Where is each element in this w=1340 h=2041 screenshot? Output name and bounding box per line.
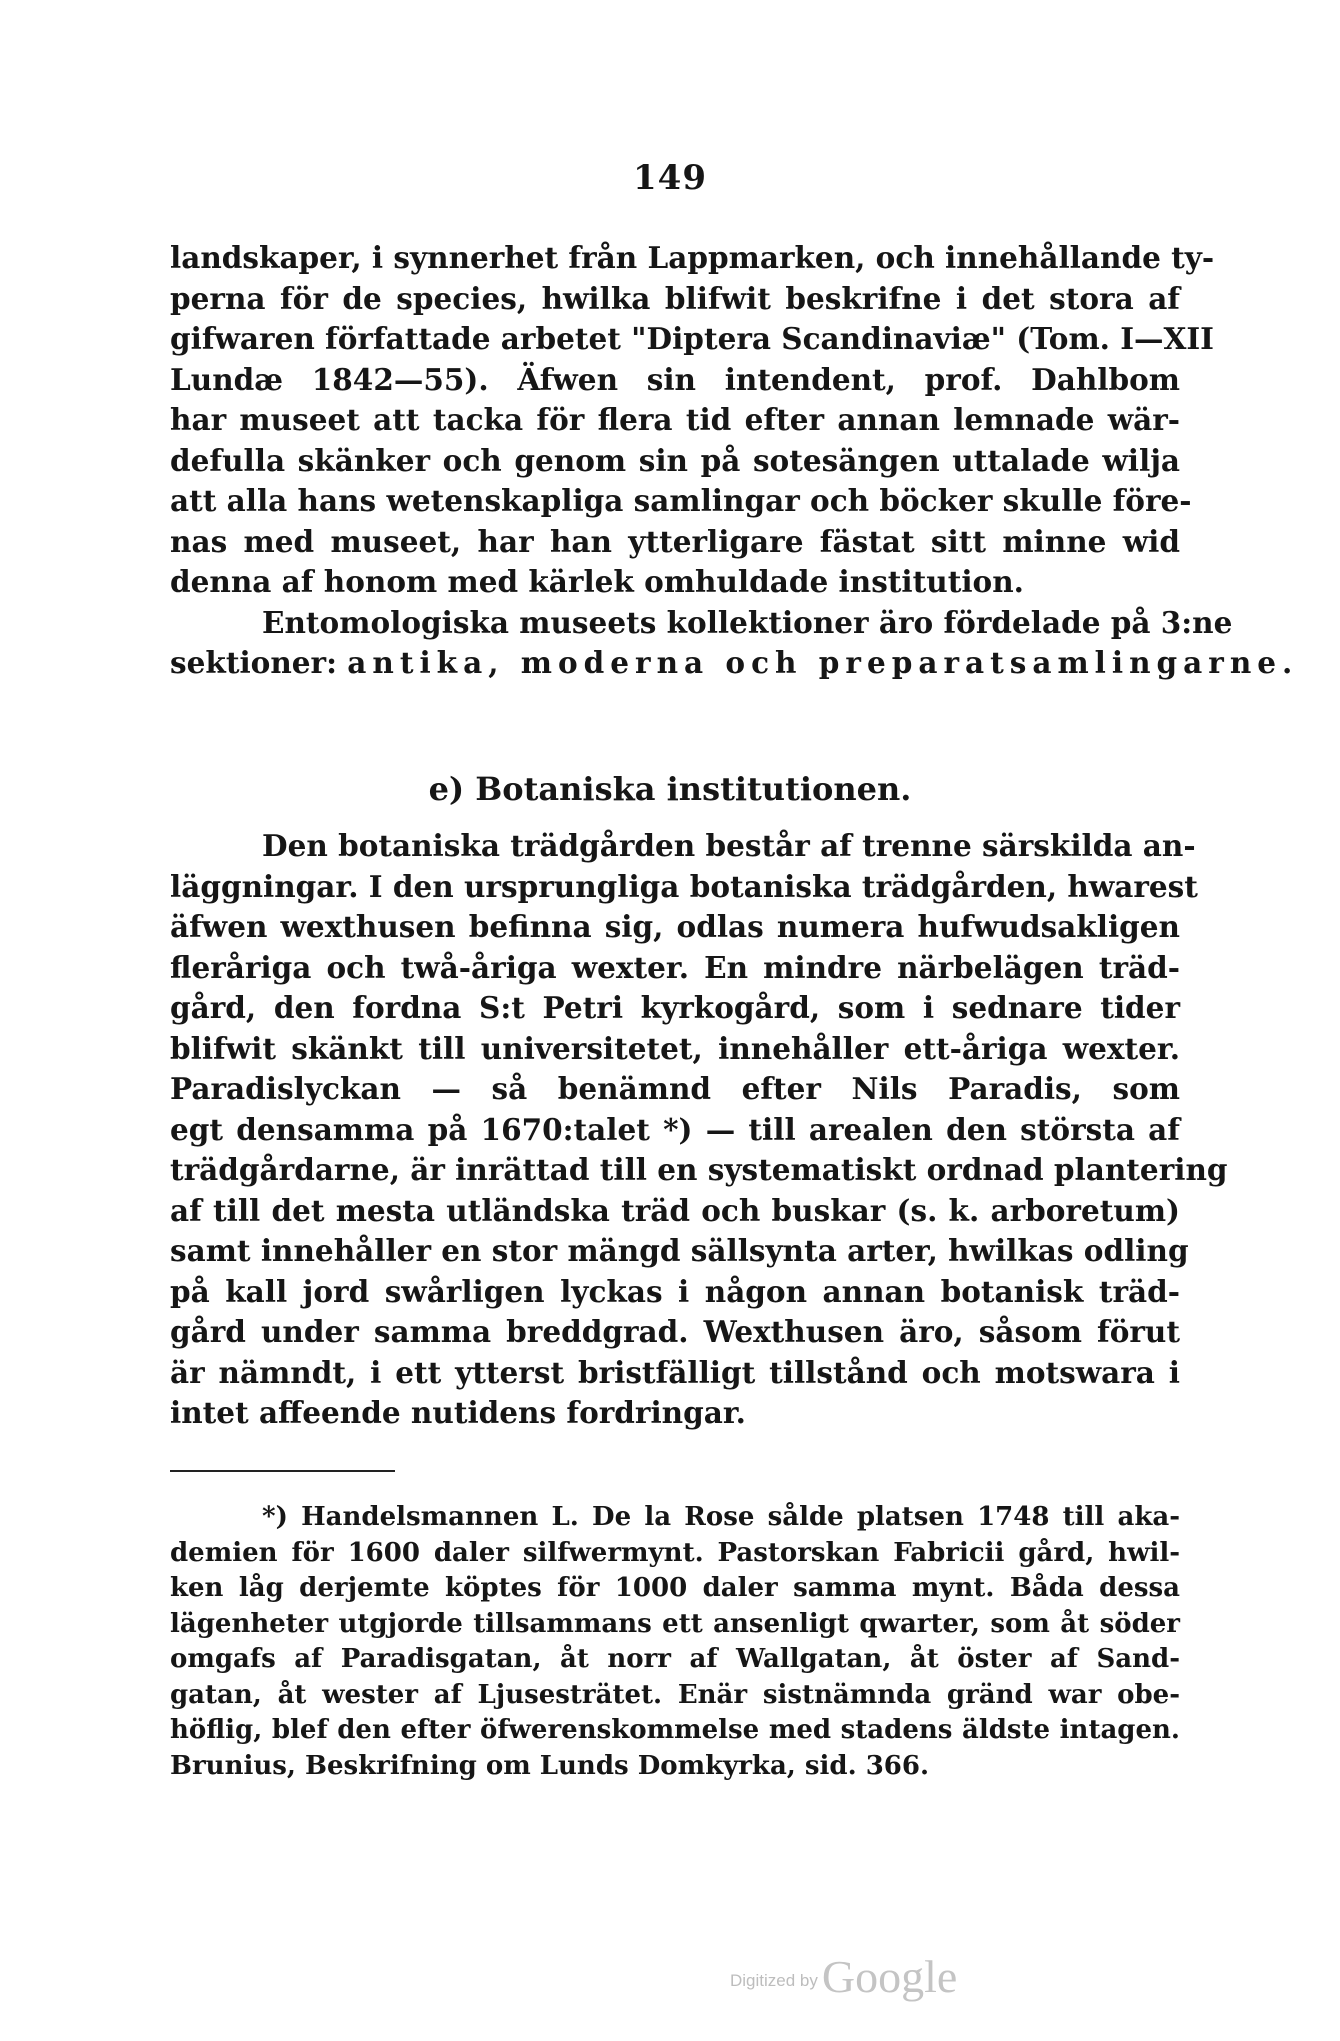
digitized-watermark	[730, 1950, 957, 2003]
footnote-line: demien för 1600 daler silfwermynt. Pastorskan Fabricii gård, hwil-	[170, 1537, 1180, 1568]
text-line: på kall jord swårligen lyckas i någon annan botanisk träd-	[170, 1273, 1180, 1309]
section-botany-text	[170, 826, 1228, 1434]
text-line: gård under samma breddgrad. Wexthusen äro, såsom förut	[170, 1314, 1180, 1349]
text-line: är nämndt, i ett ytterst bristfälligt tillstånd och motswara i	[170, 1354, 1180, 1390]
text-line: gifwaren författade arbetet "Diptera Scandinaviæ" (Tom. I—XII	[170, 321, 1214, 356]
text-line: intet affeende nutidens fordringar.	[170, 1395, 746, 1430]
text-line: gård, den fordna S:t Petri kyrkogård, som i sednare tider	[170, 990, 1180, 1025]
text-line: läggningar. I den ursprungliga botaniska trädgården, hwarest	[170, 868, 1198, 904]
text-line: Den botaniska trädgården består af trenne särskilda an-	[262, 828, 1196, 863]
text-line: fleråriga och twå-åriga wexter. En mindre närbelägen träd-	[170, 949, 1180, 985]
text-line: har museet att tacka för flera tid efter annan lemnade wär-	[170, 402, 1180, 437]
text-line-prefix: sektioner:	[170, 645, 337, 680]
section-heading: e) Botaniska institutionen.	[428, 770, 912, 808]
text-line: landskaper, i synnerhet från Lappmarken, och innehållande ty-	[170, 240, 1215, 275]
text-line: Paradislyckan — så benämnd efter Nils Paradis, som	[170, 1071, 1180, 1106]
footnote-line: gatan, åt wester af Ljusesträtet. Enär sistnämnda gränd war obe-	[170, 1679, 1180, 1710]
text-line: trädgårdarne, är inrättad till en systematiskt ordnad plantering	[170, 1152, 1228, 1187]
footnote-line: ken låg derjemte köptes för 1000 daler samma mynt. Båda dessa	[170, 1573, 1180, 1603]
text-line: Entomologiska museets kollektioner äro fördelade på 3:ne	[262, 604, 1233, 640]
text-line: perna för de species, hwilka blifwit beskrifne i det stora af	[170, 280, 1180, 316]
page-number: 149	[633, 158, 707, 198]
text-line-spaced: antika, moderna och preparatsamlingarne.	[347, 645, 1299, 680]
footnote	[170, 1500, 1180, 1784]
text-line: samt innehåller en stor mängd sällsynta arter, hwilkas odling	[170, 1233, 1189, 1268]
google-logo: Google	[821, 1951, 958, 2002]
section-entomology-text	[170, 238, 1299, 684]
text-line: defulla skänker och genom sin på sotesängen uttalade wilja	[170, 442, 1180, 478]
footnote-line: omgafs af Paradisgatan, åt norr af Wallgatan, åt öster af Sand-	[170, 1644, 1180, 1674]
footnote-divider	[170, 1470, 395, 1472]
footnote-line: *) Handelsmannen L. De la Rose sålde platsen 1748 till aka-	[262, 1502, 1180, 1532]
text-line: Lundæ 1842—55). Äfwen sin intendent, prof. Dahlbom	[170, 361, 1180, 397]
text-line: egt densamma på 1670:talet *) — till arealen den största af	[170, 1111, 1180, 1147]
text-line: nas med museet, har han ytterligare fästat sitt minne wid	[170, 523, 1180, 559]
text-line: äfwen wexthusen befinna sig, odlas numera hufwudsakligen	[170, 909, 1180, 944]
text-line: af till det mesta utländska träd och buskar (s. k. arboretum)	[170, 1192, 1180, 1228]
text-line: denna af honom med kärlek omhuldade institution.	[170, 564, 1024, 599]
text-line	[170, 643, 1299, 684]
text-line: att alla hans wetenskapliga samlingar och böcker skulle före-	[170, 483, 1192, 518]
watermark-prefix: Digitized by	[730, 1971, 818, 1990]
footnote-line: Brunius, Beskrifning om Lunds Domkyrka, sid. 366.	[170, 1750, 930, 1781]
text-line: blifwit skänkt till universitetet, innehåller ett-åriga wexter.	[170, 1030, 1180, 1066]
footnote-line: lägenheter utgjorde tillsammans ett ansenligt qwarter, som åt söder	[170, 1608, 1180, 1639]
footnote-line: höflig, blef den efter öfwerenskommelse med stadens äldste intagen.	[170, 1715, 1180, 1745]
